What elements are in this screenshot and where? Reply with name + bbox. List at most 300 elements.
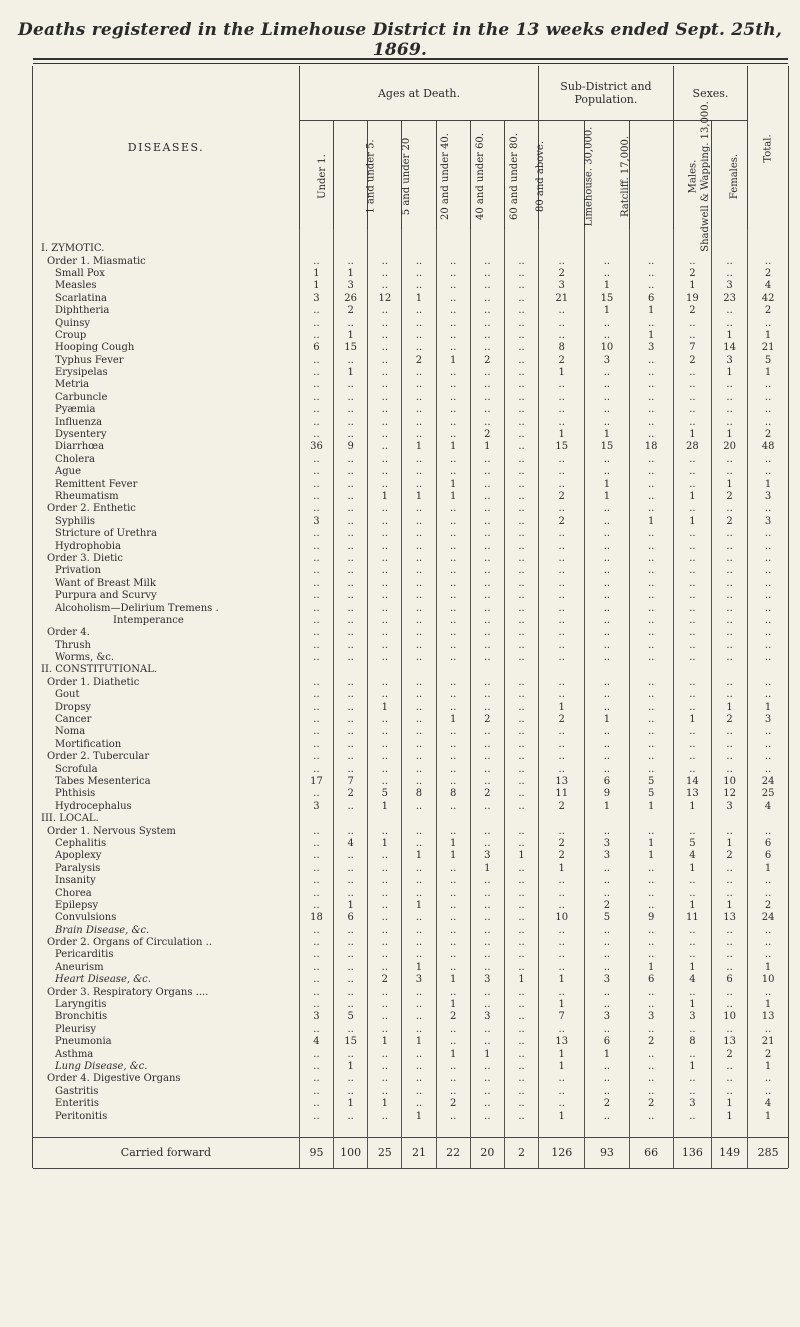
cell-value: .. <box>673 367 711 379</box>
cell-value: 4 <box>748 1098 788 1110</box>
cell-value: .. <box>436 590 470 602</box>
cell-value: .. <box>470 342 504 354</box>
cell-value <box>673 664 711 676</box>
cell-value: .. <box>539 949 585 961</box>
table-row <box>33 788 788 800</box>
cell-value: .. <box>299 900 333 912</box>
cell-value: .. <box>470 553 504 565</box>
cell-value: .. <box>585 1073 629 1085</box>
cell-value: .. <box>402 937 436 949</box>
cell-value <box>470 813 504 825</box>
cell-value: .. <box>748 924 788 936</box>
cell-value: 1 <box>673 801 711 813</box>
cell-value: .. <box>368 392 402 404</box>
cell-value: .. <box>539 404 585 416</box>
cell-value <box>402 243 436 255</box>
cell-value: 1 <box>711 900 747 912</box>
cell-value: 1 <box>539 1110 585 1122</box>
cell-value: 1 <box>402 962 436 974</box>
table-row <box>33 776 788 788</box>
disease-label: Order 4. <box>47 627 90 639</box>
cell-value: .. <box>629 528 673 540</box>
cell-value: .. <box>470 937 504 949</box>
disease-label: Erysipelas <box>55 367 108 379</box>
cell-value <box>299 664 333 676</box>
cell-value: .. <box>629 726 673 738</box>
cell-value: .. <box>436 516 470 528</box>
total-value: 285 <box>748 1137 788 1168</box>
cell-value: 2 <box>539 850 585 862</box>
cell-value: .. <box>748 615 788 627</box>
cell-value: .. <box>368 652 402 664</box>
disease-label: III. LOCAL. <box>41 813 99 825</box>
cell-value: .. <box>402 640 436 652</box>
cell-value: 6 <box>299 342 333 354</box>
disease-label: Asthma <box>55 1048 94 1060</box>
cell-value: 1 <box>629 516 673 528</box>
cell-value: .. <box>504 602 538 614</box>
cell-value: .. <box>402 801 436 813</box>
disease-label: Syphilis <box>55 515 96 527</box>
table-row <box>33 677 788 689</box>
cell-value: .. <box>748 949 788 961</box>
spacer-row <box>33 1123 788 1138</box>
cell-value: .. <box>402 677 436 689</box>
cell-value: 1 <box>470 1048 504 1060</box>
cell-value: 28 <box>673 441 711 453</box>
disease-label: Diphtheria <box>55 305 110 317</box>
column-header-females: Females. <box>711 121 747 230</box>
cell-value <box>504 813 538 825</box>
cell-value: 1 <box>470 863 504 875</box>
cell-value: .. <box>504 701 538 713</box>
cell-value: .. <box>334 503 368 515</box>
cell-value <box>470 664 504 676</box>
cell-value: .. <box>402 652 436 664</box>
cell-value: 1 <box>585 478 629 490</box>
cell-value: 3 <box>711 280 747 292</box>
cell-value: .. <box>711 1073 747 1085</box>
table-row <box>33 280 788 292</box>
cell-value: .. <box>436 503 470 515</box>
cell-value: 1 <box>711 701 747 713</box>
cell-value: .. <box>711 949 747 961</box>
cell-value: 3 <box>585 838 629 850</box>
cell-value: .. <box>673 330 711 342</box>
table-row <box>33 615 788 627</box>
cell-value: .. <box>470 924 504 936</box>
cell-value: .. <box>436 553 470 565</box>
total-value: 21 <box>402 1137 436 1168</box>
cell-value: .. <box>748 887 788 899</box>
cell-value: .. <box>748 416 788 428</box>
cell-value: .. <box>748 503 788 515</box>
cell-value: 2 <box>673 355 711 367</box>
table-row <box>33 429 788 441</box>
cell-value: .. <box>504 379 538 391</box>
cell-value: .. <box>436 342 470 354</box>
table-row <box>33 441 788 453</box>
cell-value: .. <box>368 565 402 577</box>
cell-value: .. <box>504 763 538 775</box>
cell-value: 3 <box>585 355 629 367</box>
cell-value: .. <box>368 317 402 329</box>
cell-value: .. <box>368 553 402 565</box>
cell-value: .. <box>368 404 402 416</box>
cell-value: .. <box>334 949 368 961</box>
cell-value: .. <box>402 578 436 590</box>
cell-value: .. <box>673 392 711 404</box>
cell-value: 1 <box>504 850 538 862</box>
cell-value: .. <box>299 677 333 689</box>
cell-value: .. <box>368 776 402 788</box>
cell-value: 1 <box>368 801 402 813</box>
disease-label: Worms, &c. <box>55 652 115 664</box>
cell-value: 2 <box>748 305 788 317</box>
disease-label: Epilepsy <box>55 899 99 911</box>
cell-value: .. <box>539 553 585 565</box>
cell-value: .. <box>539 726 585 738</box>
cell-value: .. <box>504 404 538 416</box>
cell-value: .. <box>299 763 333 775</box>
cell-value: .. <box>299 491 333 503</box>
table-row <box>33 689 788 701</box>
cell-value: .. <box>368 875 402 887</box>
cell-value: .. <box>402 565 436 577</box>
cell-value: .. <box>470 404 504 416</box>
cell-value: .. <box>402 392 436 404</box>
cell-value: .. <box>585 416 629 428</box>
cell-value: .. <box>504 788 538 800</box>
cell-value: 8 <box>539 342 585 354</box>
cell-value: .. <box>299 429 333 441</box>
table-row <box>33 553 788 565</box>
cell-value: .. <box>585 404 629 416</box>
cell-value: 48 <box>748 441 788 453</box>
cell-value: .. <box>436 726 470 738</box>
cell-value: .. <box>585 751 629 763</box>
cell-value: .. <box>299 640 333 652</box>
cell-value: .. <box>470 652 504 664</box>
cell-value: .. <box>673 763 711 775</box>
disease-label: Insanity <box>55 875 96 887</box>
cell-value: .. <box>402 330 436 342</box>
cell-value: .. <box>436 392 470 404</box>
cell-value: .. <box>299 838 333 850</box>
cell-value: .. <box>585 466 629 478</box>
cell-value: 7 <box>673 342 711 354</box>
cell-value: .. <box>629 751 673 763</box>
cell-value: .. <box>748 1086 788 1098</box>
cell-value: .. <box>748 317 788 329</box>
cell-value: .. <box>436 565 470 577</box>
cell-value: 2 <box>711 850 747 862</box>
cell-value: .. <box>299 689 333 701</box>
cell-value: 1 <box>299 280 333 292</box>
cell-value: 1 <box>436 850 470 862</box>
cell-value: .. <box>539 962 585 974</box>
cell-value: .. <box>368 342 402 354</box>
cell-value: .. <box>470 305 504 317</box>
cell-value: .. <box>539 615 585 627</box>
cell-value: .. <box>673 615 711 627</box>
cell-value: .. <box>368 627 402 639</box>
cell-value: .. <box>470 1110 504 1122</box>
cell-value: 1 <box>436 838 470 850</box>
cell-value: .. <box>334 516 368 528</box>
cell-value: .. <box>673 565 711 577</box>
table-row <box>33 342 788 354</box>
disease-label: Convulsions <box>55 912 117 924</box>
cell-value: 1 <box>711 367 747 379</box>
cell-value: .. <box>402 615 436 627</box>
cell-value: 2 <box>470 355 504 367</box>
cell-value: .. <box>629 429 673 441</box>
table-row <box>33 491 788 503</box>
disease-label: Dropsy <box>55 701 92 713</box>
cell-value: .. <box>436 615 470 627</box>
cell-value: .. <box>436 677 470 689</box>
total-value: 95 <box>299 1137 333 1168</box>
cell-value: .. <box>585 627 629 639</box>
cell-value: 1 <box>334 1098 368 1110</box>
cell-value: .. <box>673 416 711 428</box>
cell-value: .. <box>585 602 629 614</box>
cell-value: .. <box>470 627 504 639</box>
cell-value: .. <box>629 1024 673 1036</box>
cell-value: .. <box>539 875 585 887</box>
cell-value: .. <box>539 1073 585 1085</box>
total-value: 149 <box>711 1137 747 1168</box>
table-row <box>33 1036 788 1048</box>
cell-value: 2 <box>673 268 711 280</box>
cell-value: 5 <box>748 355 788 367</box>
cell-value: .. <box>299 330 333 342</box>
cell-value: .. <box>711 924 747 936</box>
disease-label: Order 1. Miasmatic <box>47 255 146 267</box>
cell-value: 1 <box>629 838 673 850</box>
cell-value: .. <box>334 317 368 329</box>
cell-value: .. <box>402 516 436 528</box>
cell-value: 14 <box>673 776 711 788</box>
cell-value: .. <box>299 986 333 998</box>
cell-value: .. <box>673 887 711 899</box>
cell-value: .. <box>299 999 333 1011</box>
total-value: 100 <box>334 1137 368 1168</box>
cell-value: 2 <box>539 801 585 813</box>
cell-value: .. <box>629 367 673 379</box>
cell-value: .. <box>436 627 470 639</box>
cell-value: .. <box>539 924 585 936</box>
cell-value: .. <box>470 478 504 490</box>
cell-value: .. <box>470 887 504 899</box>
cell-value: .. <box>673 1024 711 1036</box>
cell-value: .. <box>629 875 673 887</box>
cell-value: .. <box>334 491 368 503</box>
cell-value: .. <box>539 565 585 577</box>
disease-label: Order 3. Dietic <box>47 552 123 564</box>
cell-value: .. <box>436 652 470 664</box>
cell-value: .. <box>504 615 538 627</box>
cell-value: .. <box>504 1073 538 1085</box>
cell-value: .. <box>299 863 333 875</box>
cell-value: 13 <box>711 1036 747 1048</box>
cell-value: .. <box>334 355 368 367</box>
cell-value: .. <box>299 1098 333 1110</box>
cell-value: .. <box>629 404 673 416</box>
cell-value: .. <box>470 379 504 391</box>
cell-value: 1 <box>368 1036 402 1048</box>
cell-value: .. <box>299 454 333 466</box>
disease-label: Laryngitis <box>55 999 107 1011</box>
cell-value: 2 <box>436 1098 470 1110</box>
cell-value: .. <box>504 578 538 590</box>
cell-value: .. <box>299 751 333 763</box>
cell-value: .. <box>436 1024 470 1036</box>
cell-value: .. <box>368 416 402 428</box>
cell-value: .. <box>673 1086 711 1098</box>
table-row <box>33 317 788 329</box>
cell-value: .. <box>629 553 673 565</box>
table-row <box>33 528 788 540</box>
cell-value <box>436 664 470 676</box>
cell-value: .. <box>334 379 368 391</box>
cell-value: 15 <box>585 441 629 453</box>
cell-value: .. <box>470 1024 504 1036</box>
cell-value: .. <box>539 379 585 391</box>
disease-label: Order 3. Respiratory Organs .... <box>47 986 209 998</box>
cell-value: .. <box>368 763 402 775</box>
disease-label: Dysentery <box>55 429 107 441</box>
cell-value: .. <box>402 825 436 837</box>
cell-value: .. <box>504 652 538 664</box>
cell-value: .. <box>504 293 538 305</box>
cell-value: .. <box>711 602 747 614</box>
table-row <box>33 578 788 590</box>
cell-value: .. <box>585 924 629 936</box>
cell-value: .. <box>368 367 402 379</box>
cell-value: .. <box>748 602 788 614</box>
table-row <box>33 850 788 862</box>
cell-value: 4 <box>748 801 788 813</box>
column-header-5-to-20: 5 and under 20 <box>368 121 402 230</box>
cell-value: 1 <box>368 491 402 503</box>
cell-value: .. <box>504 751 538 763</box>
cell-value: 1 <box>711 330 747 342</box>
cell-value: .. <box>436 429 470 441</box>
cell-value: .. <box>368 714 402 726</box>
cell-value: .. <box>368 379 402 391</box>
disease-label: Cephalitis <box>55 837 107 849</box>
cell-value: 8 <box>436 788 470 800</box>
cell-value: .. <box>368 751 402 763</box>
cell-value: 2 <box>539 355 585 367</box>
cell-value: .. <box>436 962 470 974</box>
cell-value: .. <box>334 751 368 763</box>
cell-value <box>504 243 538 255</box>
cell-value: .. <box>629 1073 673 1085</box>
table-row <box>33 863 788 875</box>
cell-value: 2 <box>585 900 629 912</box>
cell-value: .. <box>585 317 629 329</box>
cell-value <box>748 243 788 255</box>
cell-value: .. <box>629 924 673 936</box>
cell-value: .. <box>748 540 788 552</box>
cell-value: .. <box>334 825 368 837</box>
cell-value: .. <box>539 1024 585 1036</box>
cell-value: 1 <box>748 999 788 1011</box>
table-row <box>33 875 788 887</box>
cell-value: .. <box>299 701 333 713</box>
cell-value: .. <box>748 404 788 416</box>
cell-value: .. <box>334 553 368 565</box>
cell-value: .. <box>368 355 402 367</box>
disease-label: II. CONSTITUTIONAL. <box>41 664 158 676</box>
disease-label: Chorea <box>55 887 92 899</box>
cell-value <box>711 243 747 255</box>
cell-value: 2 <box>585 1098 629 1110</box>
cell-value: .. <box>368 825 402 837</box>
cell-value: 1 <box>436 999 470 1011</box>
cell-value <box>629 813 673 825</box>
cell-value <box>402 664 436 676</box>
cell-value: .. <box>585 1110 629 1122</box>
disease-label: Croup <box>55 329 87 341</box>
cell-value: .. <box>470 602 504 614</box>
cell-value: 2 <box>748 268 788 280</box>
cell-value: .. <box>299 305 333 317</box>
disease-label: Scarlatina <box>55 292 107 304</box>
cell-value: .. <box>504 986 538 998</box>
cell-value: .. <box>673 924 711 936</box>
cell-value: .. <box>334 863 368 875</box>
cell-value: 11 <box>673 912 711 924</box>
cell-value: .. <box>299 590 333 602</box>
cell-value: .. <box>504 875 538 887</box>
cell-value: .. <box>436 454 470 466</box>
cell-value: .. <box>368 1073 402 1085</box>
cell-value: .. <box>470 330 504 342</box>
cell-value: .. <box>504 280 538 292</box>
cell-value: .. <box>629 578 673 590</box>
column-header-1-to-5: 1 and under 5. <box>334 121 368 230</box>
cell-value: .. <box>299 1073 333 1085</box>
cell-value: .. <box>470 615 504 627</box>
cell-value: .. <box>402 553 436 565</box>
cell-value: .. <box>436 801 470 813</box>
cell-value: .. <box>402 726 436 738</box>
cell-value: 3 <box>402 974 436 986</box>
cell-value: .. <box>402 701 436 713</box>
cell-value: .. <box>504 268 538 280</box>
cell-value: 6 <box>585 776 629 788</box>
cell-value: .. <box>504 528 538 540</box>
cell-value: .. <box>299 825 333 837</box>
cell-value: .. <box>673 751 711 763</box>
cell-value: 1 <box>436 974 470 986</box>
cell-value: .. <box>539 1086 585 1098</box>
table-row <box>33 627 788 639</box>
cell-value: 3 <box>748 516 788 528</box>
cell-value: .. <box>711 763 747 775</box>
cell-value: .. <box>629 466 673 478</box>
cell-value: .. <box>299 553 333 565</box>
cell-value: .. <box>539 887 585 899</box>
cell-value: .. <box>504 305 538 317</box>
cell-value: .. <box>585 652 629 664</box>
cell-value: .. <box>436 466 470 478</box>
cell-value: .. <box>368 924 402 936</box>
